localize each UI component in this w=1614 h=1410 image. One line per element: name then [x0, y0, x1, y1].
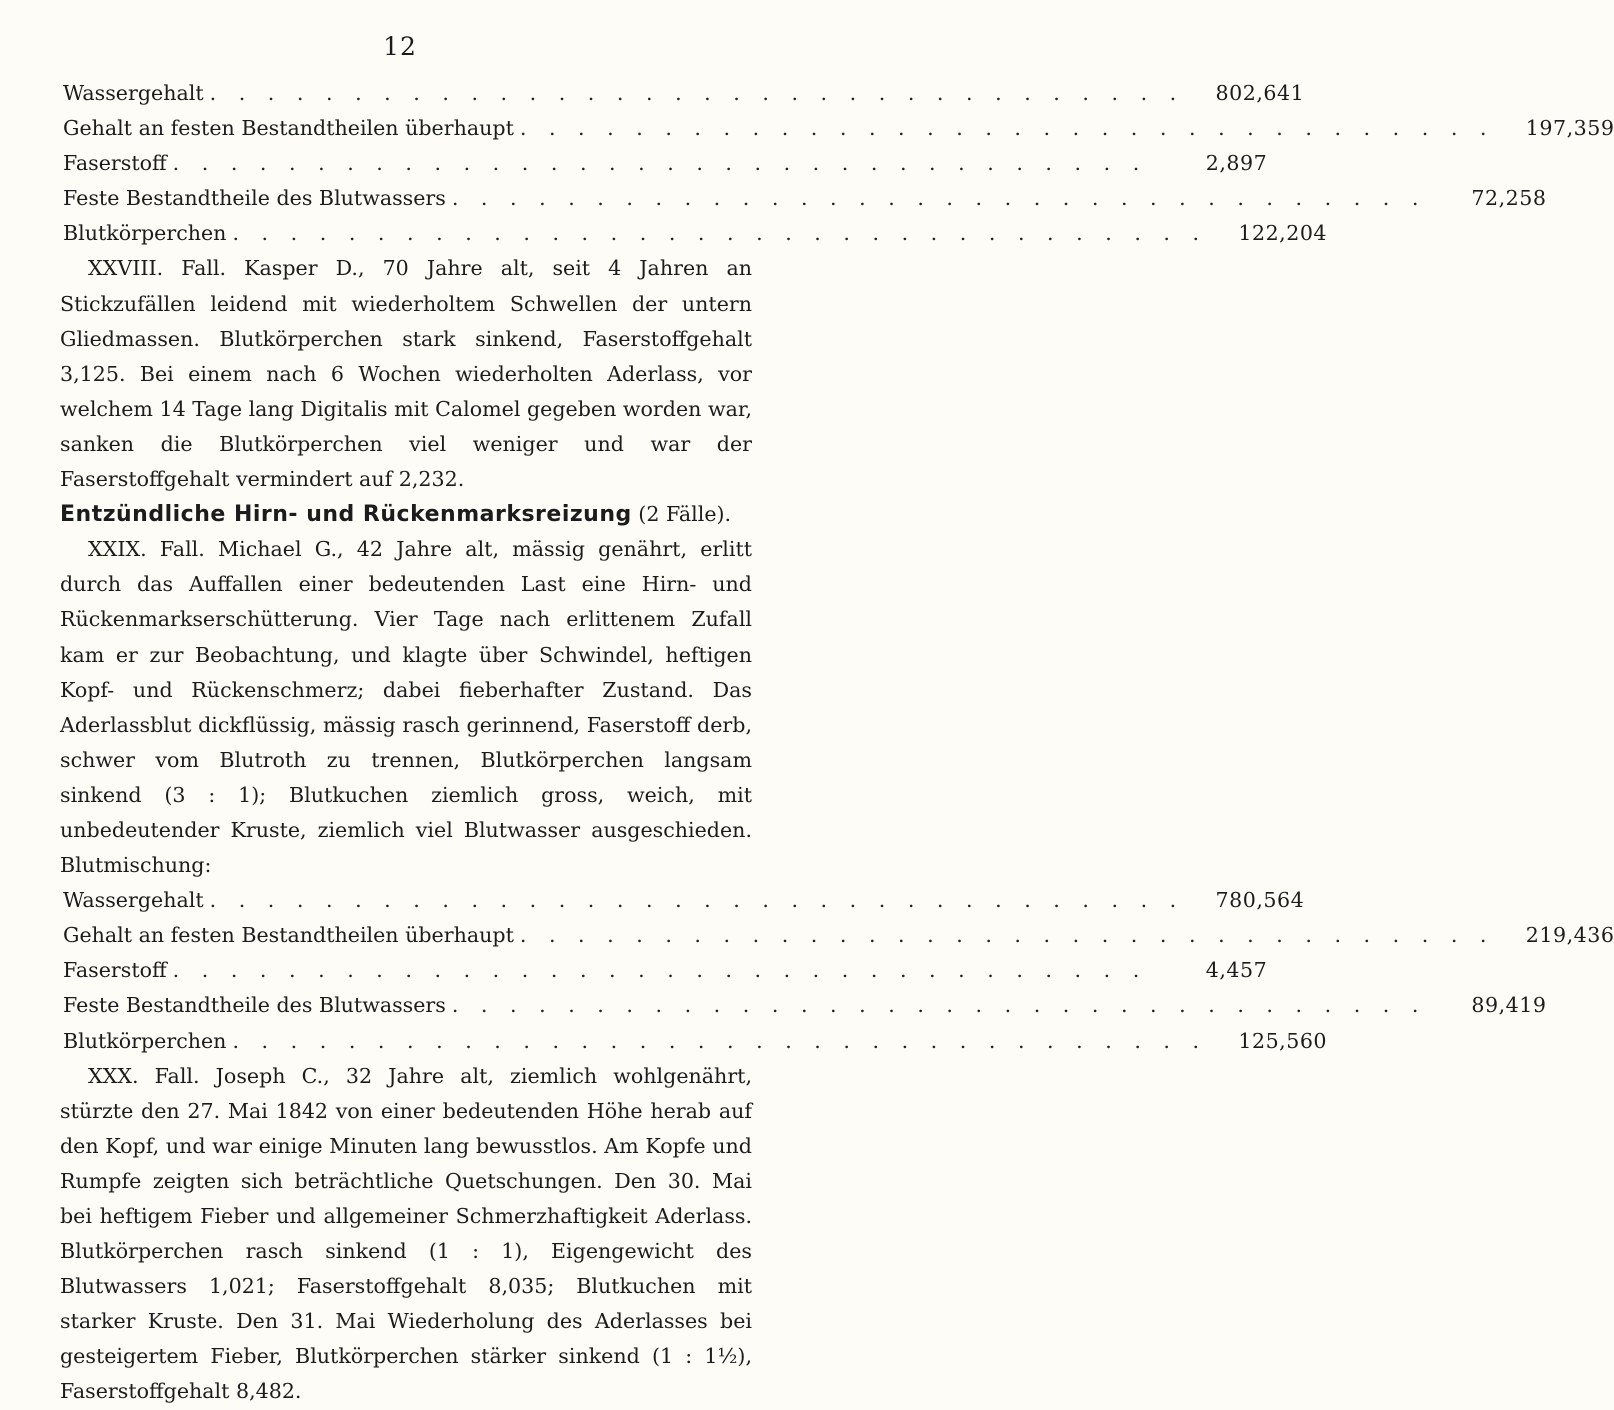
row-label: Wassergehalt [63, 81, 204, 105]
row-value: 122,204 [1238, 221, 1328, 246]
leader-dots: . . . . . . . . . . . . . . . . . . . . . . . . . . . . . . . . . . [172, 958, 1148, 983]
leader-dots: . . . . . . . . . . . . . . . . . . . . . . . . . . . . . . . . . . [232, 221, 1208, 246]
row-value: 802,641 [1215, 81, 1305, 105]
page-number: 12 [383, 32, 417, 61]
row-value: 780,564 [1215, 888, 1305, 913]
row-label: Blutkörperchen [63, 221, 227, 246]
leader-dots: . . . . . . . . . . . . . . . . . . . . . . . . . . . . . . . . . . [519, 923, 1495, 948]
case-29-paragraph: XXIX. Fall. Michael G., 42 Jahre alt, mässig genährt, erlitt durch das Auffallen einer bedeutenden Last eine Hirn- und Rückenmarkserschütterung. Vier Tage nach erlittenem Zufall kam er zur Beobachtung, und klagte über Schwindel, heftigen Kopf- und Rückenschmerz; dabei fieberhafter Zustand. Das Aderlassblut dickflüssig, mässig rasch gerinnend, Faserstoff derb, schwer vom Blutroth zu trennen, Blutkörperchen langsam sinkend (3 : 1); Blutkuchen ziemlich gross, weich, mit unbedeutender Kruste, ziemlich viel Blutwasser ausgeschieden. Blutmischung: [60, 537, 752, 878]
row-value: 125,560 [1238, 1028, 1328, 1053]
section-heading [60, 497, 752, 532]
row-label: Blutkörperchen [63, 1028, 227, 1053]
table-row [60, 918, 1614, 953]
row-value: 219,436 [1525, 923, 1614, 948]
row-label: Faserstoff [63, 958, 167, 983]
row-label: Wassergehalt [63, 888, 204, 913]
page-body [60, 76, 1614, 1410]
leader-dots: . . . . . . . . . . . . . . . . . . . . . . . . . . . . . . . . . . [172, 151, 1148, 176]
row-value: 89,419 [1471, 993, 1547, 1018]
table-row [60, 988, 1547, 1023]
row-value: 72,258 [1471, 186, 1547, 211]
leader-dots: . . . . . . . . . . . . . . . . . . . . . . . . . . . . . . . . . . [519, 116, 1495, 141]
row-label: Gehalt an festen Bestandtheilen überhaupt [63, 923, 514, 948]
row-label: Faserstoff [63, 151, 167, 176]
row-value: 2,897 [1205, 151, 1268, 176]
table-row [60, 953, 1268, 988]
table-row [60, 216, 1328, 251]
case-30-paragraph: XXX. Fall. Joseph C., 32 Jahre alt, ziemlich wohlgenährt, stürzte den 27. Mai 1842 von einer bedeutenden Höhe herab auf den Kopf, und war einige Minuten lang bewusstlos. Am Kopfe und Rumpfe zeigten sich beträchtliche Quetschungen. Den 30. Mai bei heftigem Fieber und allgemeiner Schmerzhaftigkeit Aderlass. Blutkörperchen rasch sinkend (1 : 1), Eigengewicht des Blutwassers 1,021; Faserstoffgehalt 8,035; Blutkuchen mit starker Kruste. Den 31. Mai Wiederholung des Aderlasses bei gesteigertem Fieber, Blutkörperchen stärker sinkend (1 : 1½), Faserstoffgehalt 8,482. [60, 1063, 752, 1404]
leader-dots: . . . . . . . . . . . . . . . . . . . . . . . . . . . . . . . . . . [232, 1028, 1208, 1053]
section-heading-note: (2 Fälle). [638, 502, 732, 527]
table-row [60, 146, 1268, 181]
blood-analysis-table-1 [60, 76, 1614, 251]
row-label: Gehalt an festen Bestandtheilen überhaupt [63, 116, 514, 141]
table-row [60, 76, 1305, 111]
leader-dots: . . . . . . . . . . . . . . . . . . . . . . . . . . . . . . . . . . [451, 993, 1427, 1018]
row-value: 4,457 [1205, 958, 1268, 983]
row-value: 197,359 [1525, 116, 1614, 141]
row-label: Feste Bestandtheile des Blutwassers [63, 993, 446, 1018]
case-28-paragraph: XXVIII. Fall. Kasper D., 70 Jahre alt, seit 4 Jahren an Stickzufällen leidend mit wiederholtem Schwellen der untern Gliedmassen. Blutkörperchen stark sinkend, Faserstoffgehalt 3,125. Bei einem nach 6 Wochen wiederholten Aderlass, vor welchem 14 Tage lang Digitalis mit Calomel gegeben worden war, sanken die Blutkörperchen viel weniger und war der Faserstoffgehalt vermindert auf 2,232. [60, 256, 752, 492]
leader-dots: . . . . . . . . . . . . . . . . . . . . . . . . . . . . . . . . . . [451, 186, 1427, 211]
blood-analysis-table-2 [60, 883, 1614, 1058]
table-row [60, 181, 1547, 216]
table-row [60, 1024, 1328, 1059]
table-row [60, 883, 1305, 918]
table-row [60, 111, 1614, 146]
leader-dots: . . . . . . . . . . . . . . . . . . . . . . . . . . . . . . . . . . [209, 888, 1185, 913]
leader-dots: . . . . . . . . . . . . . . . . . . . . . . . . . . . . . . . . . . [209, 81, 1185, 105]
row-label: Feste Bestandtheile des Blutwassers [63, 186, 446, 211]
section-heading-title: Entzündliche Hirn- und Rückenmarksreizung [60, 502, 632, 528]
